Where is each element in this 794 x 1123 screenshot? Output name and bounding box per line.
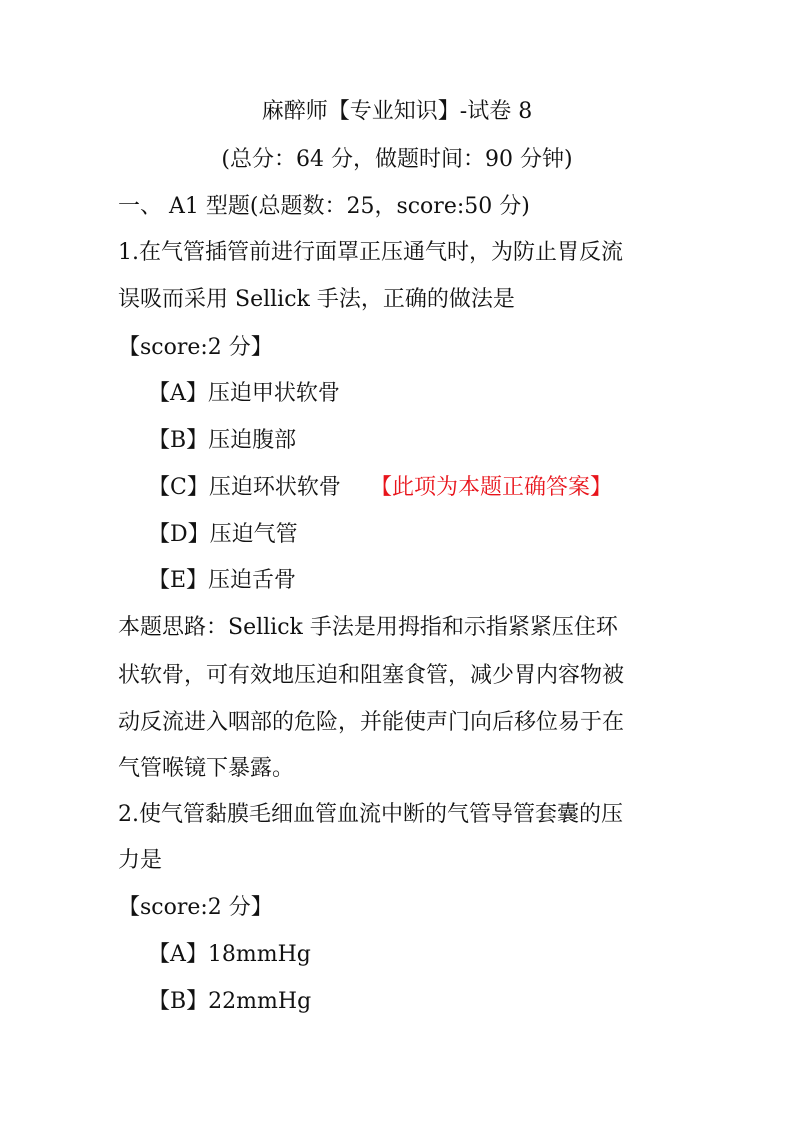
question-1-option-a: 【A】压迫甲状软骨 (148, 381, 340, 406)
question-1-explanation-line-3: 动反流进入咽部的危险，并能使声门向后移位易于在 (118, 710, 625, 735)
question-1-stem-line-2: 误吸而采用 Sellick 手法，正确的做法是 (118, 287, 515, 312)
question-2-stem-line-2: 力是 (118, 848, 163, 873)
question-1-explanation-line-1: 本题思路：Sellick 手法是用拇指和示指紧紧压住环 (118, 615, 618, 640)
question-1-option-c: 【C】压迫环状软骨 (148, 475, 341, 500)
exam-meta: (总分：64 分，做题时间：90 分钟) (221, 147, 573, 172)
question-2-option-a: 【A】18mmHg (148, 942, 311, 967)
section-heading: 一、 A1 型题(总题数：25，score:50 分) (118, 194, 530, 219)
question-1-option-e: 【E】压迫舌骨 (148, 568, 297, 593)
question-2-option-b: 【B】22mmHg (148, 989, 312, 1014)
question-1-option-b: 【B】压迫腹部 (148, 428, 297, 453)
exam-title: 麻醉师【专业知识】-试卷 8 (261, 99, 533, 124)
question-2-stem-line-1: 2.使气管黏膜毛细血管血流中断的气管导管套囊的压 (118, 802, 623, 827)
question-1-explanation-line-4: 气管喉镜下暴露。 (118, 756, 295, 781)
question-2-score: 【score:2 分】 (118, 895, 273, 920)
correct-answer-marker: 【此项为本题正确答案】 (370, 475, 613, 500)
question-1-score: 【score:2 分】 (118, 335, 273, 360)
question-1-stem-line-1: 1.在气管插管前进行面罩正压通气时，为防止胃反流 (118, 240, 623, 265)
question-1-explanation-line-2: 状软骨，可有效地压迫和阻塞食管，减少胃内容物被 (118, 663, 625, 688)
question-1-option-d: 【D】压迫气管 (148, 522, 298, 547)
